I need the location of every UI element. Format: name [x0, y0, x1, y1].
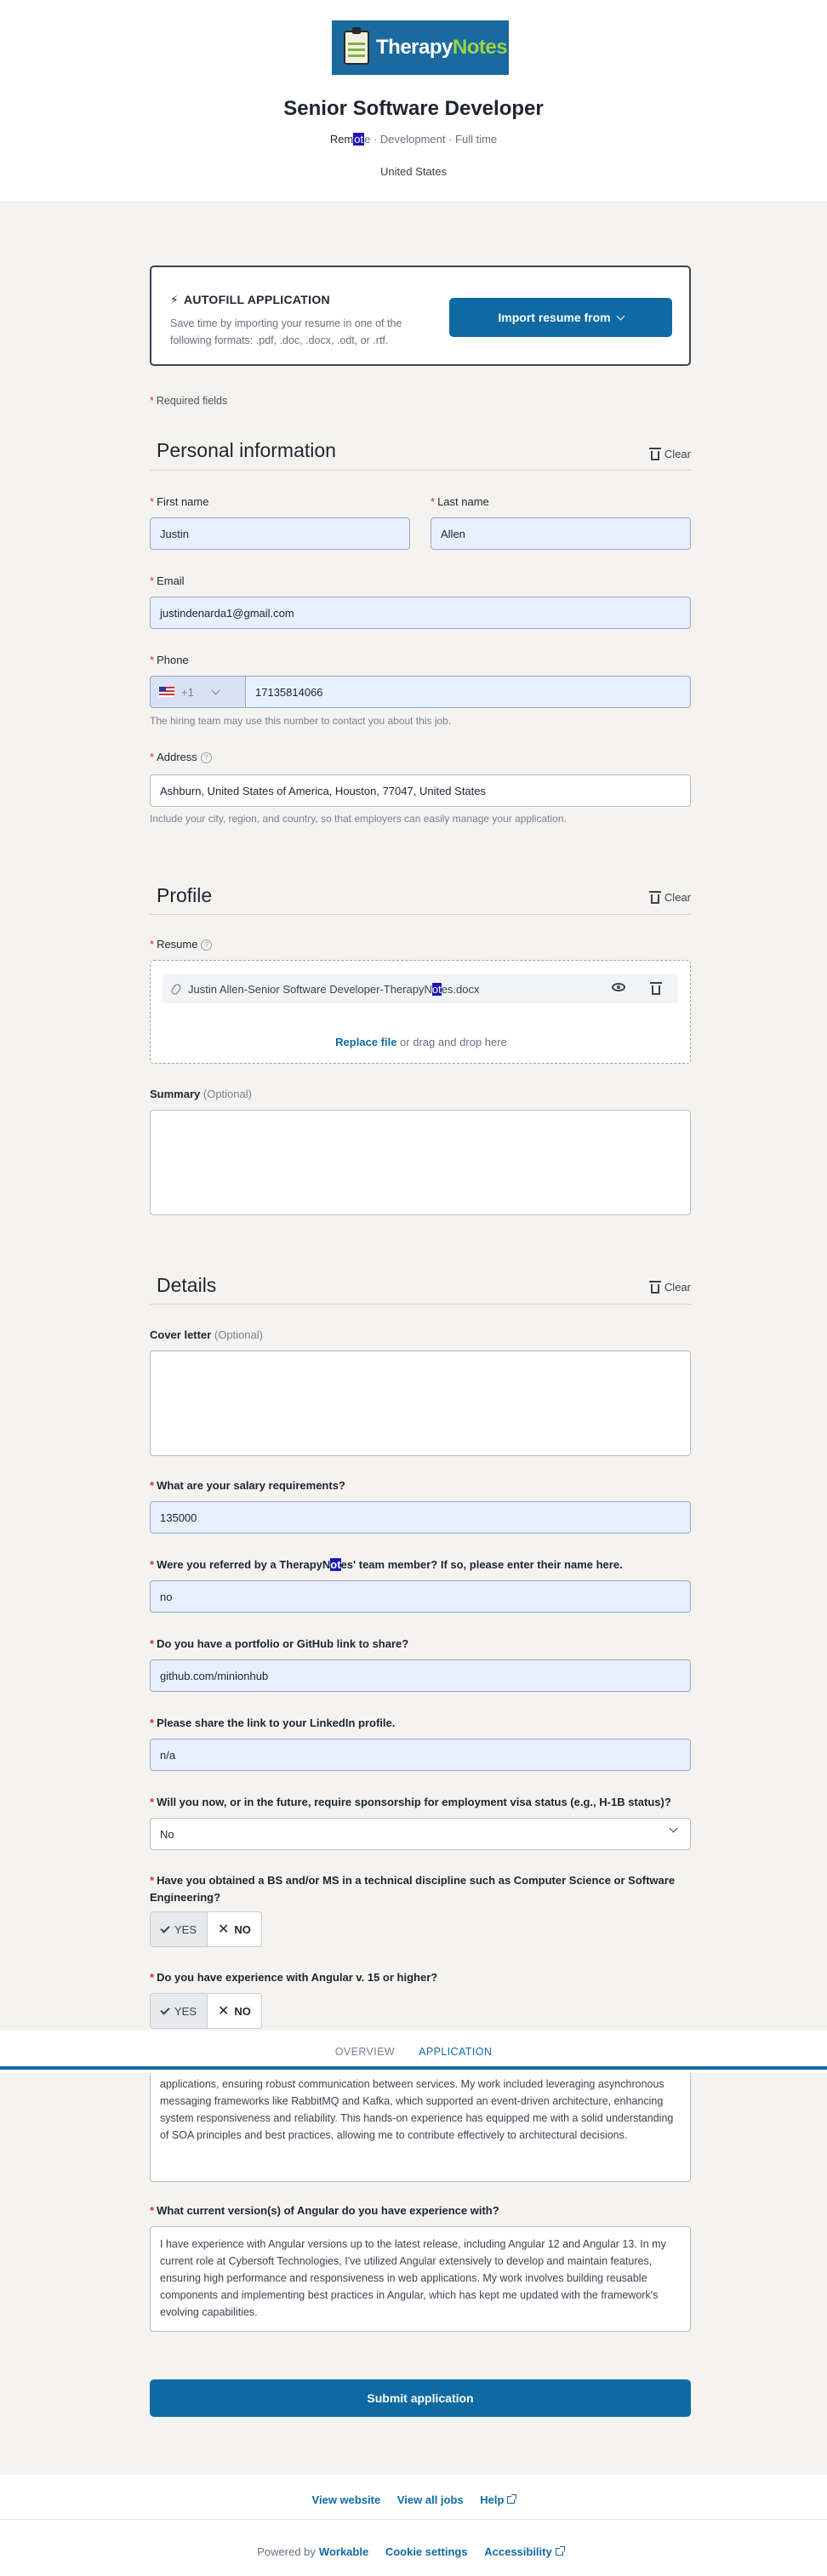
angular15-yes-button[interactable]: YES	[151, 1994, 208, 2028]
help-link[interactable]: Help	[480, 2493, 515, 2506]
view-all-jobs-link[interactable]: View all jobs	[396, 2493, 464, 2506]
view-website-link[interactable]: View website	[311, 2493, 381, 2506]
linkedin-question: * Please share the link to your LinkedIn profile.	[150, 1716, 396, 1729]
company-logo[interactable]	[332, 20, 509, 75]
submit-application-button[interactable]: Submit application	[150, 2379, 691, 2417]
autofill-title: AUTOFILL APPLICATION	[184, 293, 330, 306]
address-hint: Include your city, region, and country, so that employers can easily manage your application.	[150, 813, 567, 825]
external-link-icon	[507, 2496, 515, 2504]
country-code-select[interactable]	[150, 676, 245, 708]
cover-letter-textarea[interactable]	[150, 1351, 691, 1456]
angular15-question: * Do you have experience with Angular v. 15 or higher?	[150, 1971, 438, 1984]
section-divider	[150, 470, 691, 471]
salary-input[interactable]: 135000	[150, 1501, 691, 1534]
uploaded-file	[163, 974, 678, 1003]
text-selection-highlight: ot	[330, 1558, 341, 1571]
address-input[interactable]: Ashburn, United States of America, Houston, 77047, United States	[150, 774, 691, 807]
job-title: Senior Software Developer	[283, 97, 544, 120]
section-divider	[150, 1304, 691, 1305]
workable-link[interactable]: Workable	[318, 2545, 369, 2558]
linkedin-input[interactable]: n/a	[150, 1739, 691, 1771]
trash-icon	[651, 1284, 659, 1294]
clear-details-button[interactable]	[651, 1281, 691, 1294]
last-name-input[interactable]: Allen	[431, 517, 691, 550]
clear-personal-button[interactable]	[651, 448, 691, 460]
logo-text-notes: Notes	[452, 36, 508, 59]
check-icon	[160, 1923, 169, 1933]
powered-by-text: Powered by	[257, 2545, 316, 2558]
soa-answer-text: applications, ensuring robust communication between services. My work included leveraging asynchronous messaging frameworks like RabbitMQ and Kafka, which supported an event-driven architecture, enhancing system responsiveness and reliability. This hands-on experience has equipped me with a solid understanding of SOA principles and best practices, allowing me to contribute effectively to architectural decisions.	[160, 2078, 674, 2141]
cookie-settings-link[interactable]: Cookie settings	[385, 2545, 468, 2558]
last-name-label: * Last name	[431, 495, 489, 508]
job-meta-rest: e · Development · Full time	[364, 133, 498, 146]
notepad-icon	[344, 31, 369, 65]
country-code: +1	[181, 685, 194, 699]
degree-yes-no	[150, 1911, 262, 1947]
trash-icon	[652, 985, 660, 995]
autofill-description: Save time by importing your resume in one of the following formats: .pdf, .doc, .docx, .odt, or .rtf.	[170, 317, 402, 346]
clear-label: Clear	[664, 1281, 691, 1294]
required-note-text: Required fields	[156, 395, 228, 407]
delete-file-button[interactable]	[647, 983, 664, 998]
angular15-yes-no	[150, 1993, 262, 2029]
footer-divider	[0, 2519, 827, 2520]
external-link-icon	[556, 2548, 563, 2556]
flag-us-icon	[159, 687, 174, 697]
accessibility-link[interactable]: Accessibility	[484, 2545, 563, 2558]
clear-profile-button[interactable]	[651, 891, 691, 904]
salary-question: * What are your salary requirements?	[150, 1479, 345, 1492]
summary-textarea[interactable]	[150, 1110, 691, 1215]
import-resume-button[interactable]	[449, 298, 672, 337]
tab-application[interactable]: APPLICATION	[419, 2046, 493, 2058]
check-icon	[160, 2005, 169, 2014]
degree-question: * Have you obtained a BS and/or MS in a technical discipline such as Computer Science or Software Engineering?	[150, 1874, 676, 1904]
required-star: *	[150, 395, 154, 407]
x-icon: ✕	[218, 2004, 230, 2019]
section-title-details: Details	[157, 1274, 217, 1296]
bolt-icon: ⚡	[170, 293, 180, 306]
x-icon: ✕	[218, 1922, 230, 1937]
angular-versions-text: I have experience with Angular versions up to the latest release, including Angular 12 and Angular 13. In my current role at Cybersoft Technologies, I've utilized Angular extensively to develop and maintain features, ensuring high performance and responsiveness in web applications. My work involves building reusable components and implementing best practices in Angular, which has kept me updated with the framework's evolving capabilities.	[160, 2238, 666, 2318]
chevron-down-icon	[616, 311, 625, 320]
phone-label: * Phone	[150, 654, 189, 666]
portfolio-input[interactable]: github.com/minionhub	[150, 1659, 691, 1692]
referral-question: * Were you referred by a TherapyNotes' team member? If so, please enter their name here.	[150, 1558, 623, 1571]
import-resume-label: Import resume from	[498, 311, 611, 324]
progress-fill	[0, 2066, 827, 2070]
drag-drop-hint: or drag and drop here	[396, 1036, 507, 1048]
help-icon[interactable]: ?	[201, 752, 212, 763]
tab-overview[interactable]: OVERVIEW	[334, 2046, 396, 2058]
visa-selected-value: No	[160, 1827, 174, 1841]
referral-input[interactable]: no	[150, 1580, 691, 1613]
required-note	[150, 395, 227, 407]
progress-track	[0, 2066, 827, 2070]
angular-versions-question: * What current version(s) of Angular do you have experience with?	[150, 2204, 499, 2217]
job-header	[0, 0, 827, 201]
section-divider	[150, 914, 691, 915]
clear-label: Clear	[664, 891, 691, 904]
resume-dropzone[interactable]	[150, 960, 691, 1064]
job-location: United States	[379, 165, 448, 178]
chevron-down-icon	[211, 686, 220, 694]
cover-letter-label: Cover letter (Optional)	[150, 1328, 263, 1341]
section-title-profile: Profile	[157, 884, 213, 906]
text-selection-highlight: ot	[354, 133, 364, 146]
phone-hint: The hiring team may use this number to contact you about this job.	[150, 715, 452, 727]
job-meta	[0, 133, 827, 146]
portfolio-question: * Do you have a portfolio or GitHub link to share?	[150, 1637, 409, 1650]
clear-label: Clear	[664, 448, 691, 460]
trash-icon	[651, 451, 659, 460]
soa-answer-textarea[interactable]	[150, 2059, 691, 2182]
eye-icon[interactable]	[612, 983, 625, 991]
section-title-personal: Personal information	[157, 439, 336, 461]
trash-icon	[651, 894, 659, 904]
email-label: * Email	[150, 574, 185, 587]
visa-select[interactable]	[150, 1818, 691, 1850]
replace-file-link[interactable]: Replace file	[335, 1036, 397, 1048]
summary-label: Summary (Optional)	[150, 1088, 252, 1100]
resume-label: * Resume ?	[150, 938, 212, 951]
first-name-label: * First name	[150, 495, 209, 508]
autofill-card	[150, 266, 691, 366]
job-meta-part: Rem	[329, 133, 354, 146]
first-name-input[interactable]: Justin	[150, 517, 410, 550]
logo-text-therapy: Therapy	[376, 36, 453, 59]
chevron-down-icon	[670, 1825, 678, 1833]
angular-versions-textarea[interactable]	[150, 2226, 691, 2332]
visa-question: * Will you now, or in the future, require sponsorship for employment visa status (e.g., H-1B status)?	[150, 1796, 671, 1808]
help-icon[interactable]: ?	[201, 940, 212, 951]
file-name: Justin Allen-Senior Software Developer-TherapyNotes.docx	[188, 982, 480, 996]
paperclip-icon	[170, 982, 182, 995]
angular15-no-button[interactable]: ✕ NO	[218, 2004, 251, 2019]
degree-no-button[interactable]: ✕ NO	[218, 1922, 251, 1937]
footer	[0, 2475, 827, 2576]
sticky-tab-bar	[0, 2031, 827, 2073]
phone-input[interactable]: 17135814066	[245, 676, 691, 708]
email-input[interactable]: justindenarda1@gmail.com	[150, 597, 691, 629]
address-label: * Address ?	[150, 751, 212, 763]
text-selection-highlight: ot	[431, 982, 442, 996]
degree-yes-button[interactable]: YES	[151, 1912, 208, 1946]
